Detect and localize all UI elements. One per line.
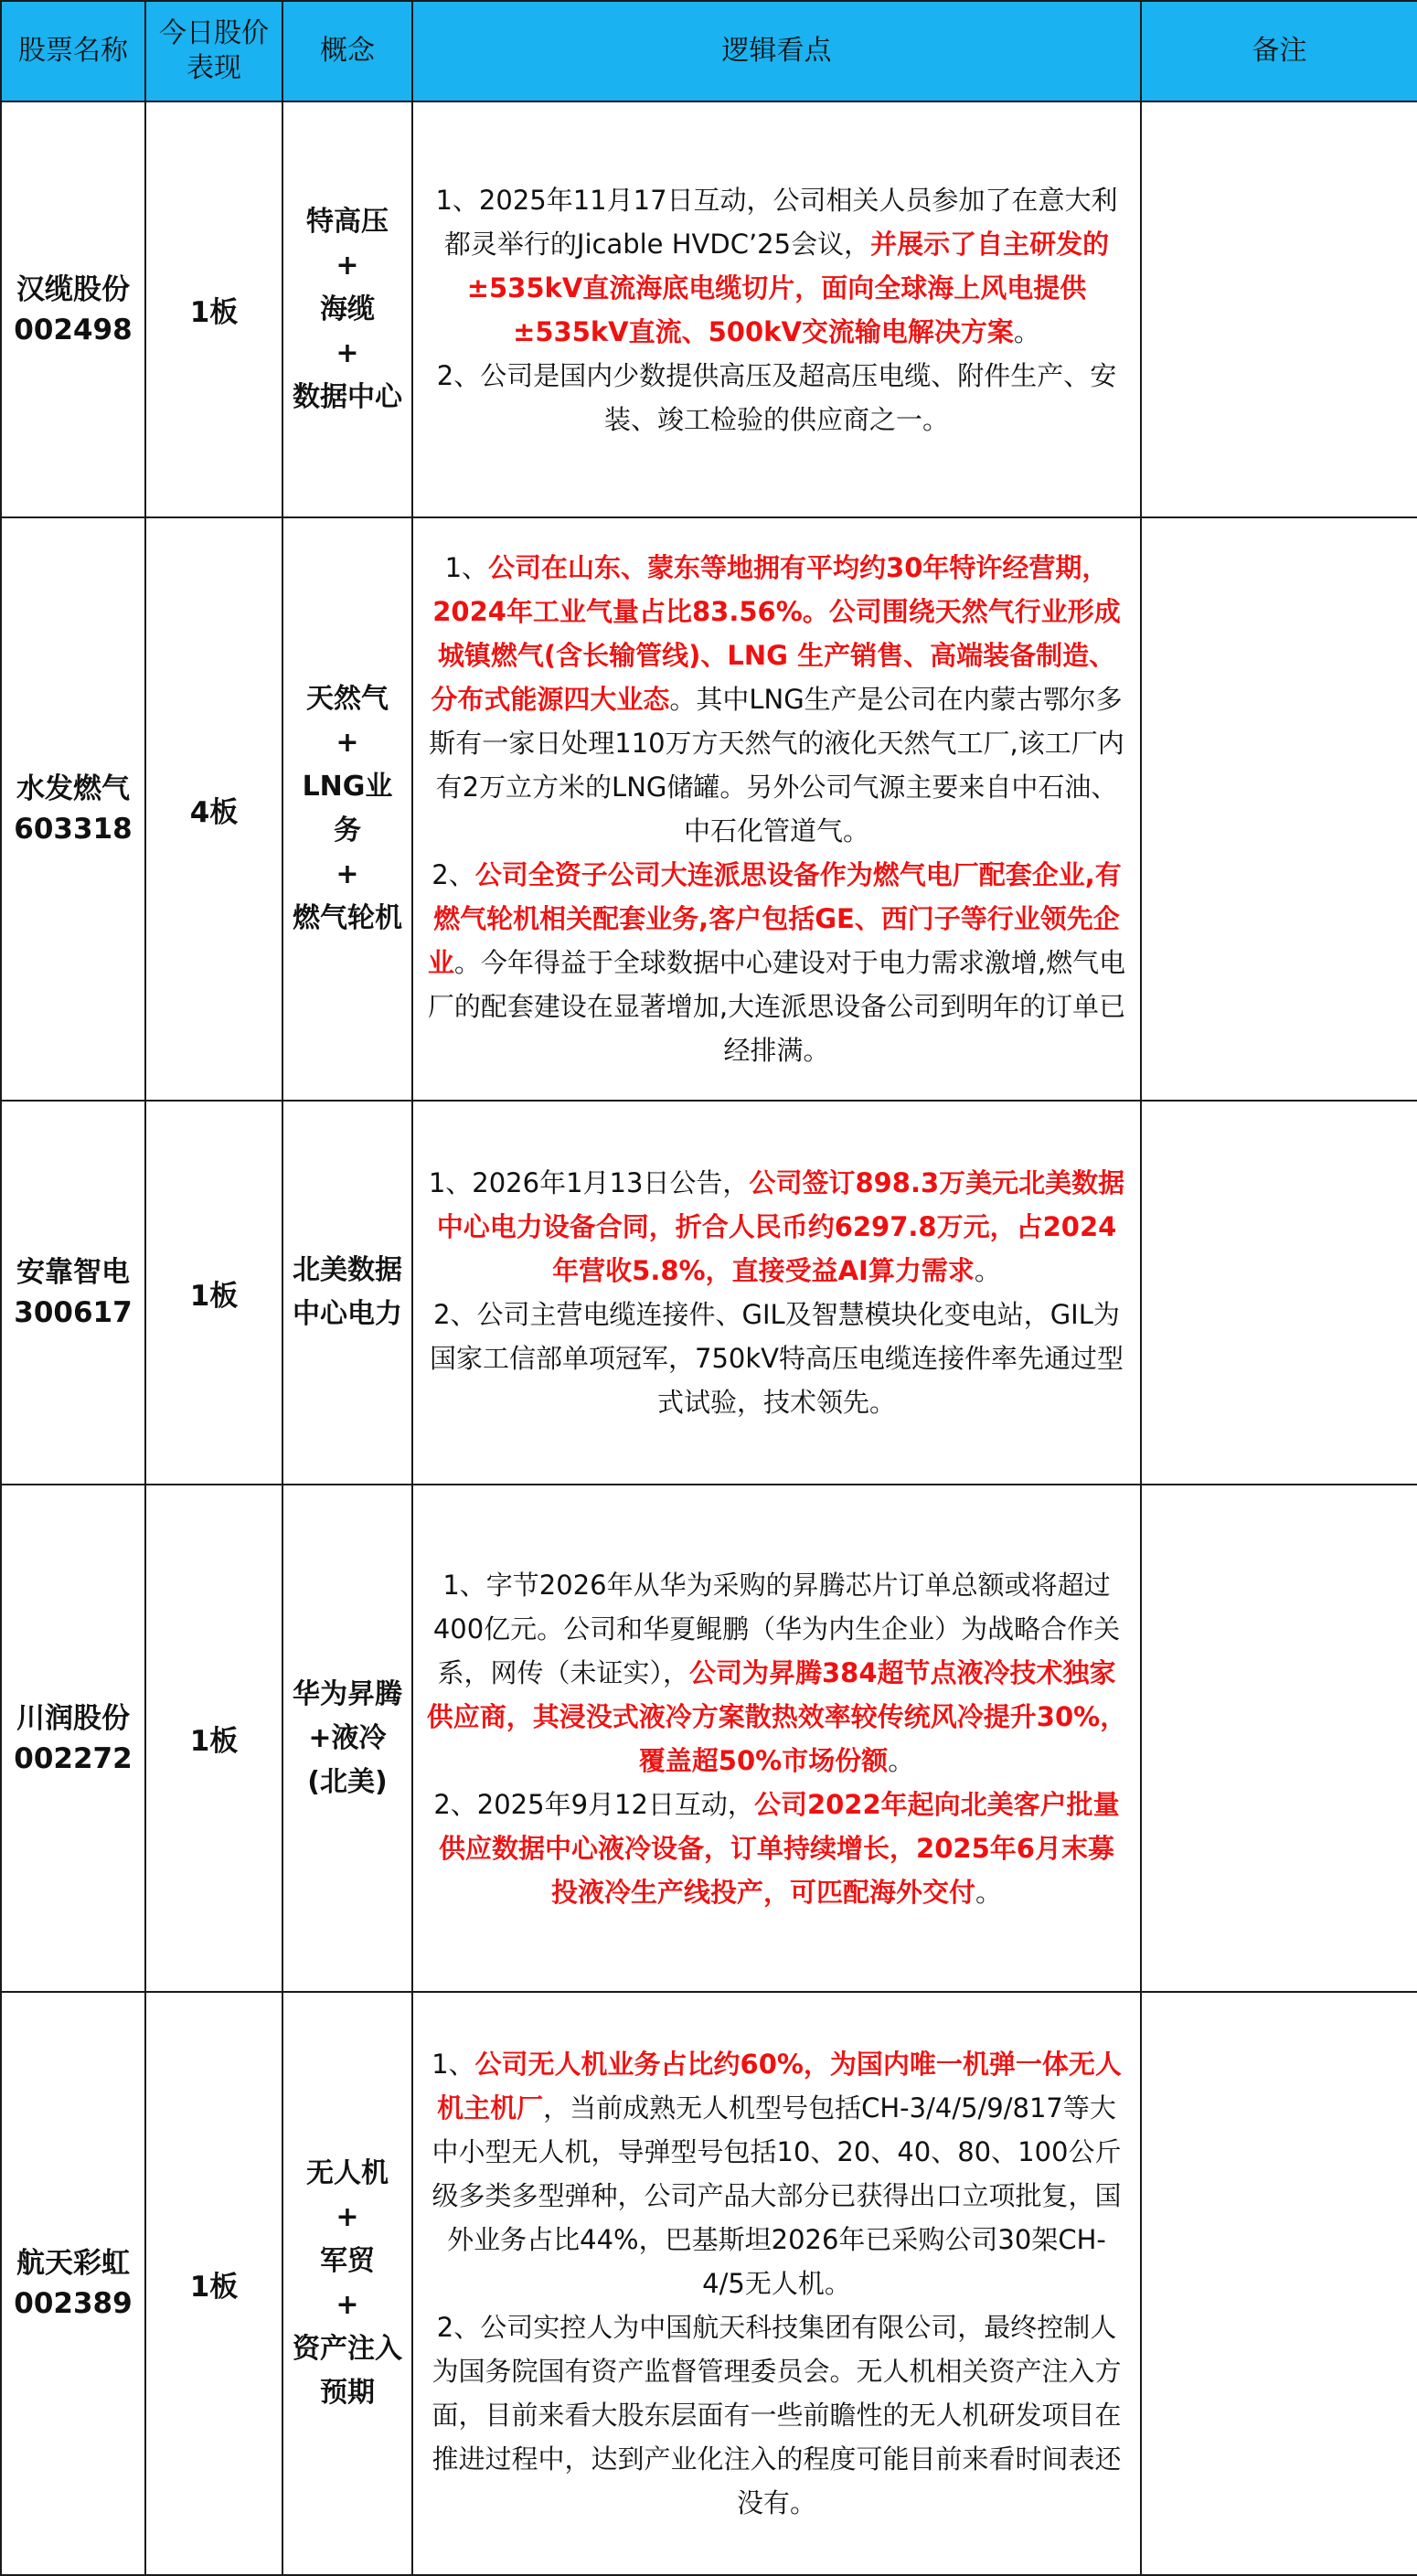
stock-name: 汉缆股份 [16, 272, 130, 306]
stock-name-cell [1, 1485, 145, 1992]
concept-line: 中心电力 [293, 1298, 402, 1330]
header-note: 备注 [1141, 1, 1417, 101]
header-logic: 逻辑看点 [412, 1, 1141, 101]
header-row [1, 1, 1417, 101]
table-row [1, 1101, 1417, 1485]
concept-line: 燃气轮机 [293, 902, 402, 934]
highlight-text: 公司2022年起向北美客户批量供应数据中心液冷设备，订单持续增长，2025年6月末募投液冷生产线投产，可匹配海外交付 [439, 1788, 1120, 1908]
concept-line: 预期 [320, 2377, 375, 2409]
logic-cell [412, 1992, 1141, 2575]
body-text: 2、公司是国内少数提供高压及超高压电缆、附件生产、安装、竣工检验的供应商之一。 [436, 359, 1117, 435]
highlight-text: 公司全资子公司大连派思设备作为燃气电厂配套企业,有燃气轮机相关配套业务,客户包括GE、西门子等行业领先企业 [427, 859, 1122, 978]
logic-paragraph [426, 2305, 1127, 2525]
stock-code: 603318 [14, 813, 133, 846]
concept-line: 数据中心 [293, 380, 402, 413]
stock-name-cell [1, 101, 145, 517]
concept-line: + [336, 249, 359, 282]
logic-cell [412, 1485, 1141, 1992]
highlight-text: 公司为昇腾384超节点液冷技术独家供应商，其浸没式液冷方案散热效率较传统风冷提升30%，覆盖超50%市场份额 [426, 1656, 1127, 1776]
stock-name-cell [1, 1101, 145, 1485]
concept-cell [282, 101, 412, 517]
body-text: 。其中LNG生产是公司在内蒙古鄂尔多斯有一家日处理110万方天然气的液化天然气工厂,该工厂内有2万立方米的LNG储罐。另外公司气源主要来自中石油、中石化管道气。 [429, 684, 1124, 846]
stock-name: 航天彩虹 [16, 2247, 130, 2280]
concept-line: 海缆 [320, 293, 375, 325]
logic-cell [412, 517, 1141, 1101]
logic-cell [412, 101, 1141, 517]
concept-line: 无人机 [306, 2157, 389, 2189]
concept-line: 军贸 [320, 2245, 375, 2277]
table-row [1, 1485, 1417, 1992]
stock-performance: 1板 [145, 101, 282, 517]
body-text: 1、2026年1月13日公告， [428, 1167, 750, 1198]
body-text: 。 [888, 1744, 915, 1776]
logic-paragraph [426, 1161, 1127, 1293]
body-text: 。 [974, 1255, 1001, 1286]
concept-line: 资产注入 [293, 2333, 402, 2365]
concept-line: 北美数据 [293, 1254, 402, 1286]
note-cell [1141, 1485, 1417, 1992]
body-text: 1、 [444, 552, 489, 583]
table-row [1, 101, 1417, 517]
logic-paragraph [426, 853, 1127, 1072]
concept-line: + [336, 858, 359, 890]
note-cell [1141, 1992, 1417, 2575]
stock-performance: 1板 [145, 1485, 282, 1992]
header-concept: 概念 [282, 1, 412, 101]
concept-cell [282, 1101, 412, 1485]
concept-cell [282, 517, 412, 1101]
body-text: 2、公司实控人为中国航天科技集团有限公司，最终控制人为国务院国有资产监督管理委员会。无人机相关资产注入方面，目前来看大股东层面有一些前瞻性的无人机研发项目在推进过程中，达到产业化注入的程度可能目前来看时间表还没有。 [431, 2312, 1122, 2518]
concept-line: +液冷 [308, 1721, 387, 1754]
stock-code: 002272 [14, 1741, 133, 1775]
body-text: 2、公司主营电缆连接件、GIL及智慧模块化变电站，GIL为国家工信部单项冠军，750kV特高压电缆连接件率先通过型式试验，技术领先。 [430, 1299, 1124, 1418]
stock-code: 300617 [14, 1296, 133, 1329]
concept-line: + [336, 2201, 359, 2233]
header-stock-name: 股票名称 [1, 1, 145, 101]
body-text: 。今年得益于全球数据中心建设对于电力需求激增,燃气电厂的配套建设在显著增加,大连派思设备公司到明年的订单已经排满。 [427, 947, 1126, 1066]
stock-performance: 1板 [145, 1101, 282, 1485]
stock-name-cell [1, 517, 145, 1101]
stock-performance: 1板 [145, 1992, 282, 2575]
stock-code: 002498 [14, 313, 133, 346]
logic-paragraph [426, 178, 1127, 354]
note-cell [1141, 1101, 1417, 1485]
header-performance [145, 1, 282, 101]
concept-line: + [336, 727, 359, 759]
body-text: 。 [1013, 315, 1040, 347]
concept-line: LNG业 [302, 771, 393, 803]
header-performance-line2: 表现 [186, 52, 241, 84]
stock-name-cell [1, 1992, 145, 2575]
stock-performance: 4板 [145, 517, 282, 1101]
stock-name: 安靠智电 [16, 1256, 130, 1289]
logic-paragraph [426, 354, 1127, 442]
highlight-text: 公司签订898.3万美元北美数据中心电力设备合同，折合人民币约6297.8万元，占2024年营收5.8%，直接受益AI算力需求 [436, 1167, 1125, 1286]
body-text: ，当前成熟无人机型号包括CH-3/4/5/9/817等大中小型无人机，导弹型号包括10、20、40、80、100公斤级多类多型弹种，公司产品大部分已获得出口立项批复，国外业务占比44%，巴基斯坦2026年已采购公司30架CH-4/5无人机。 [431, 2092, 1122, 2299]
concept-line: 特高压 [306, 205, 389, 238]
stock-name: 水发燃气 [16, 772, 130, 805]
table-row [1, 1992, 1417, 2575]
concept-line: + [336, 336, 359, 369]
concept-line: (北美) [307, 1765, 388, 1798]
body-text: 1、 [431, 2049, 475, 2080]
concept-line: 天然气 [306, 683, 389, 715]
highlight-text: 并展示了自主研发的±535kV直流海底电缆切片，面向全球海上风电提供±535kV直流、500kV交流输电解决方案 [466, 228, 1110, 347]
header-performance-line1: 今日股价 [159, 17, 269, 49]
logic-paragraph [426, 1293, 1127, 1424]
note-cell [1141, 517, 1417, 1101]
body-text: 。 [975, 1876, 1003, 1908]
body-text: 1、字节2026年从华为采购的昇腾芯片订单总额或将超过400亿元。公司和华夏鲲鹏（华为内生企业）为战略合作关系，网传（未证实）， [432, 1569, 1121, 1688]
concept-line: 务 [334, 814, 361, 846]
logic-cell [412, 1101, 1141, 1485]
table-row [1, 517, 1417, 1101]
note-cell [1141, 101, 1417, 517]
stock-code: 002389 [14, 2287, 133, 2320]
concept-line: + [336, 2289, 359, 2321]
table-body [1, 101, 1417, 2575]
highlight-text: 公司无人机业务占比约60%，为国内唯一机弹一体无人机主机厂 [437, 2049, 1122, 2124]
stock-name: 川润股份 [16, 1701, 130, 1735]
highlight-text: 公司在山东、蒙东等地拥有平均约30年特许经营期，2024年工业气量占比83.56%。公司围绕天然气行业形成城镇燃气(含长输管线)、LNG 生产销售、高端装备制造、分布式能源四大业态 [431, 552, 1121, 715]
body-text: 1、2025年11月17日互动，公司相关人员参加了在意大利都灵举行的Jicable HVDC’25会议， [435, 184, 1118, 260]
concept-cell [282, 1485, 412, 1992]
logic-paragraph [426, 546, 1127, 853]
concept-line: 华为昇腾 [293, 1677, 402, 1710]
logic-paragraph [426, 1783, 1127, 1914]
body-text: 2、2025年9月12日互动， [433, 1788, 754, 1820]
logic-paragraph [426, 1563, 1127, 1783]
body-text: 2、 [431, 859, 475, 890]
concept-cell [282, 1992, 412, 2575]
logic-paragraph [426, 2042, 1127, 2305]
